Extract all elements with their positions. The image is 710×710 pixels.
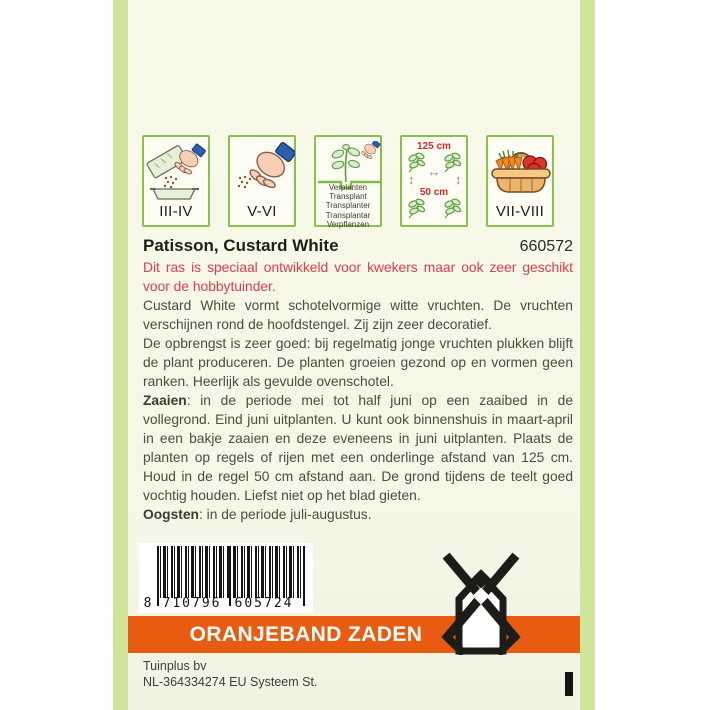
sow-indoors-months: III-IV xyxy=(159,203,193,220)
transplant-label-en: Transplant xyxy=(329,192,367,202)
vertical-arrow-icon: ↕ xyxy=(455,172,462,187)
footer-company: Tuinplus bv xyxy=(143,659,207,673)
harvest-label: Oogsten xyxy=(143,507,199,522)
sowing-label: Zaaien xyxy=(143,393,187,408)
article-number: 660572 xyxy=(519,238,573,255)
harvest-text: : in de periode juli-augustus. xyxy=(198,507,372,522)
pictogram-spacing xyxy=(400,135,468,227)
description-block xyxy=(143,236,573,524)
barcode-bars xyxy=(157,546,305,598)
description-paragraph-2: De opbrengst is zeer goed: bij regelmatig jonge vruchten plukken blijft de plant produceren. De planten groeien gezond op en vormen geen ranken. Heerlijk als gevulde ovenschotel. xyxy=(143,336,573,389)
barcode-digits xyxy=(139,596,313,611)
variety-title: Patisson, Custard White xyxy=(143,236,339,255)
windmill-logo-icon xyxy=(441,549,521,655)
pictogram-harvest xyxy=(486,135,554,227)
plant-sprig-icon xyxy=(406,197,426,219)
transplant-language-list xyxy=(316,183,380,229)
intro-paragraph: Dit ras is speciaal ontwikkeld voor kwekers maar ook zeer geschikt voor de hobbytuinder. xyxy=(143,260,573,294)
sow-tray-icon xyxy=(145,141,209,203)
plant-distance-value: 50 cm xyxy=(419,187,449,198)
packet-right-border xyxy=(580,0,595,710)
transplant-label-fr: Transplanter xyxy=(325,201,371,211)
transplant-label-es: Transplantar xyxy=(325,210,371,220)
transplant-label-nl: Verplanten xyxy=(328,183,368,192)
vertical-arrow-icon: ↕ xyxy=(408,172,415,187)
pictogram-sow-indoors xyxy=(142,135,210,227)
packet-left-border xyxy=(113,0,128,710)
sowing-paragraph xyxy=(143,391,573,505)
row-distance-value: 125 cm xyxy=(417,141,451,152)
horizontal-arrow-icon: ↔ xyxy=(427,164,441,179)
pictogram-row xyxy=(142,135,554,227)
sowing-text: : in de periode mei tot half juni op een zaaibed in de vollegrond. Eind juni uitplanten. U kunt ook binnenshuis in maart-april in een bakje zaaien en deze eveneens in juni uitplanten. Plaats de planten op regels of rijen met een onderlinge afstand van 125 cm. Houd in de regel 50 cm afstand aan. De grond tijdens de teelt goed vochtig houden. Liefst niet op het blad gieten. xyxy=(143,393,573,503)
pictogram-sow-outdoors xyxy=(228,135,296,227)
sow-outdoors-months: V-VI xyxy=(247,203,277,220)
transplant-label-de: Verpflanzen xyxy=(326,219,370,229)
barcode-group-2: 605724 xyxy=(234,596,294,611)
barcode-group-1: 710796 xyxy=(162,596,222,611)
description-paragraph-1: Custard White vormt schotelvormige witte vruchten. De vruchten verschijnen rond de hoofdstengel. Zij zijn zeer decoratief. xyxy=(143,298,573,332)
print-registration-mark xyxy=(565,672,573,696)
harvest-basket-icon xyxy=(489,141,553,199)
title-row xyxy=(143,236,573,258)
pictogram-transplant xyxy=(314,135,382,227)
sow-hand-icon xyxy=(231,141,295,203)
plant-sprig-icon xyxy=(442,197,462,219)
barcode-first-digit: 8 xyxy=(143,596,152,611)
footer-registration: NL-364334274 EU Systeem St. xyxy=(143,675,318,689)
transplant-icon xyxy=(317,141,381,189)
harvest-paragraph xyxy=(143,505,573,524)
harvest-months: VII-VIII xyxy=(495,203,545,220)
brand-name: ORANJEBAND ZADEN xyxy=(189,623,423,646)
barcode xyxy=(139,543,313,613)
footer xyxy=(143,658,317,690)
